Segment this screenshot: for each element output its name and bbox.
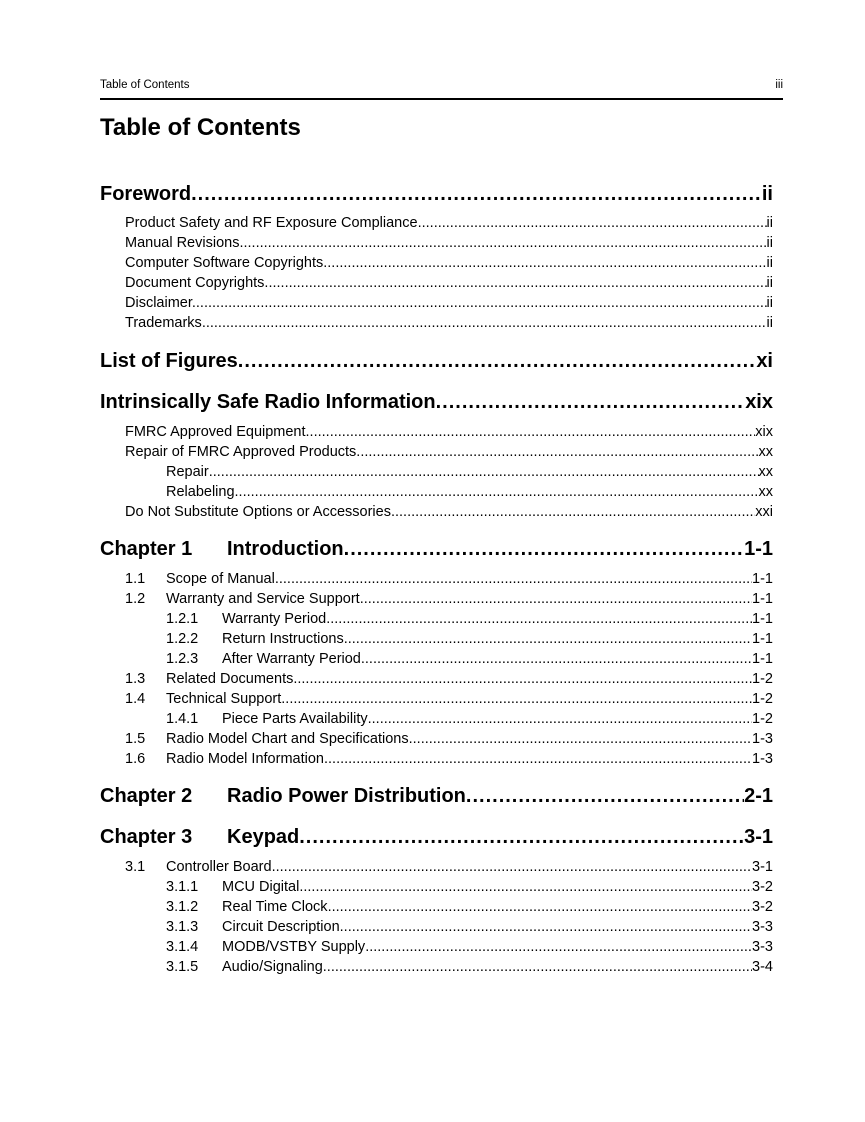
toc-entry-title: Technical Support [166,691,282,707]
dot-leader [365,938,752,956]
toc-entry[interactable] [100,783,773,809]
toc-entry[interactable] [125,670,773,688]
toc-entry[interactable] [125,254,773,272]
toc-entry-page-number: xx [758,484,773,500]
toc-entry-title: Computer Software Copyrights [125,255,324,271]
toc-entry[interactable] [125,570,773,588]
toc-entry-title: Real Time Clock [222,899,328,915]
toc-entry[interactable] [166,483,773,501]
toc-entry-number: 1.3 [125,671,146,687]
toc-entry-page-number: ii [766,235,773,251]
toc-entry-page-number: 3-1 [752,859,773,875]
toc-entry-page-number: 1-1 [752,611,773,627]
dot-leader [344,536,744,562]
toc-entry-page-number: 1-2 [752,711,773,727]
toc-entry-page-number: 1-1 [752,631,773,647]
dot-leader [328,898,752,916]
toc-entry-page-number: 2-1 [744,785,773,807]
toc-entry-number: 1.2 [125,591,146,607]
toc-entry-title: Piece Parts Availability [222,711,368,727]
dot-leader [344,630,752,648]
toc-entry-title: Intrinsically Safe Radio Information [100,391,436,413]
dot-leader [238,348,757,374]
toc-entry[interactable] [166,898,773,916]
toc-entry[interactable] [125,294,773,312]
toc-entry-page-number: 1-1 [744,538,773,560]
toc-entry-page-number: ii [766,275,773,291]
toc-entry[interactable] [166,630,773,648]
toc-entry-page-number: xxi [755,504,773,520]
toc-entry-title: List of Figures [100,350,238,372]
toc-entry-title: Manual Revisions [125,235,240,251]
toc-entry-title: After Warranty Period [222,651,361,667]
toc-entry-page-number: 3-3 [752,939,773,955]
toc-entry-number: 1.4.1 [166,711,199,727]
toc-entry-number: Chapter 2 [100,785,193,807]
toc-entry[interactable] [125,423,773,441]
toc-entry-number: 3.1.2 [166,899,199,915]
toc-entry-page-number: ii [766,315,773,331]
dot-leader [272,858,752,876]
toc-entry-title: Document Copyrights [125,275,265,291]
toc-entry[interactable] [125,274,773,292]
toc-entry-number: 3.1.4 [166,939,199,955]
dot-leader [356,443,758,461]
running-header-title: Table of Contents [100,79,190,91]
toc-entry[interactable] [125,214,773,232]
dot-leader [299,824,744,850]
toc-entry[interactable] [125,234,773,252]
dot-leader [409,730,752,748]
toc-entry-page-number: xix [755,424,773,440]
toc-entry-title: Audio/Signaling [222,959,323,975]
toc-entry-title: Related Documents [166,671,294,687]
toc-entry-page-number: xix [745,391,773,413]
toc-entry-number: 3.1 [125,859,146,875]
toc-entry-number: 1.6 [125,751,146,767]
toc-entry-title: Return Instructions [222,631,344,647]
toc-entry-number: 3.1.5 [166,959,199,975]
dot-leader [418,214,767,232]
toc-entry-page-number: 3-2 [752,899,773,915]
dot-leader [360,590,752,608]
toc-entry[interactable] [100,348,773,374]
toc-entry-title: Radio Model Chart and Specifications [166,731,409,747]
dot-leader [235,483,759,501]
toc-entry[interactable] [166,710,773,728]
toc-entry-page-number: 3-1 [744,826,773,848]
toc-entry[interactable] [125,314,773,332]
toc-entry[interactable] [125,730,773,748]
toc-entry-title: Do Not Substitute Options or Accessories [125,504,391,520]
toc-entry-number: 1.2.1 [166,611,199,627]
toc-entry[interactable] [166,610,773,628]
toc-entry-title: Circuit Description [222,919,340,935]
dot-leader [323,958,752,976]
toc-entry[interactable] [100,536,773,562]
toc-entry-page-number: 1-3 [752,751,773,767]
dot-leader [324,750,752,768]
toc-entry-title: MODB/VSTBY Supply [222,939,366,955]
toc-entry-title: Controller Board [166,859,272,875]
toc-entry-number: 1.2.2 [166,631,199,647]
toc-entry[interactable] [166,958,773,976]
dot-leader [326,610,752,628]
toc-entry-title: Warranty and Service Support [166,591,360,607]
toc-entry[interactable] [125,590,773,608]
toc-entry-title: Product Safety and RF Exposure Compliance [125,215,418,231]
toc-entry-title: Disclaimer. [125,295,196,311]
dot-leader [293,670,752,688]
dot-leader [391,503,755,521]
toc-entry-title: Trademarks [125,315,202,331]
toc-entry-title: FMRC Approved Equipment [125,424,306,440]
toc-entry-page-number: 1-3 [752,731,773,747]
toc-entry-number: 3.1.1 [166,879,199,895]
toc-entry-page-number: ii [761,183,773,205]
dot-leader [299,878,752,896]
toc-entry[interactable] [166,938,773,956]
toc-entry-title: Repair [166,464,209,480]
toc-entry[interactable] [125,858,773,876]
toc-entry-title: Relabeling [166,484,235,500]
toc-entry[interactable] [100,181,773,207]
dot-leader [368,710,752,728]
toc-entry-title: Scope of Manual [166,571,275,587]
header-rule [100,98,783,100]
toc-entry-number: Chapter 3 [100,826,193,848]
dot-leader [275,570,752,588]
toc-entry-title: Repair of FMRC Approved Products [125,444,357,460]
toc-entry-title: Introduction [227,538,344,560]
toc-entry[interactable] [100,389,773,415]
toc-entry-page-number: xx [758,464,773,480]
toc-entry-number: 3.1.3 [166,919,199,935]
toc-entry-page-number: 1-2 [752,671,773,687]
toc-entry-number: 1.5 [125,731,146,747]
dot-leader [323,254,766,272]
toc-entry-number: 1.2.3 [166,651,199,667]
toc-entry-title: Foreword [100,183,192,205]
dot-leader [196,294,767,312]
dot-leader [281,690,752,708]
toc-entry[interactable] [166,463,773,481]
toc-entry-title: MCU Digital [222,879,300,895]
toc-entry[interactable] [125,750,773,768]
toc-entry-page-number: 1-1 [752,651,773,667]
dot-leader [466,783,744,809]
toc-entry-page-number: 1-1 [752,591,773,607]
dot-leader [306,423,756,441]
toc-entry-page-number: 3-4 [752,959,773,975]
toc-entry-page-number: 1-1 [752,571,773,587]
toc-entry[interactable] [166,878,773,896]
toc-entry-page-number: ii [766,295,773,311]
dot-leader [340,918,752,936]
toc-entry[interactable] [166,650,773,668]
toc-entry-page-number: 3-2 [752,879,773,895]
toc-entry-title: Radio Model Information [166,751,324,767]
toc-entry-page-number: xi [756,350,773,372]
toc-entry-page-number: 3-3 [752,919,773,935]
toc-entry[interactable] [125,690,773,708]
toc-entry-title: Keypad [227,826,300,848]
toc-entry-number: 1.4 [125,691,146,707]
toc-entry-page-number: ii [766,215,773,231]
toc-entry-page-number: ii [766,255,773,271]
toc-entry-page-number: 1-2 [752,691,773,707]
toc-entry[interactable] [125,443,773,461]
running-header-page-number: iii [775,79,783,91]
dot-leader [209,463,759,481]
dot-leader [264,274,766,292]
dot-leader [361,650,752,668]
dot-leader [436,389,746,415]
toc-entry[interactable] [125,503,773,521]
toc-entry[interactable] [100,824,773,850]
running-header [100,78,783,92]
dot-leader [191,181,762,207]
dot-leader [202,314,767,332]
page-title: Table of Contents [100,114,301,141]
toc-entry[interactable] [166,918,773,936]
toc-entry-page-number: xx [758,444,773,460]
toc-entry-number: Chapter 1 [100,538,193,560]
toc-entry-title: Warranty Period [222,611,327,627]
toc-entry-number: 1.1 [125,571,146,587]
toc-entry-title: Radio Power Distribution [227,785,466,807]
dot-leader [239,234,766,252]
